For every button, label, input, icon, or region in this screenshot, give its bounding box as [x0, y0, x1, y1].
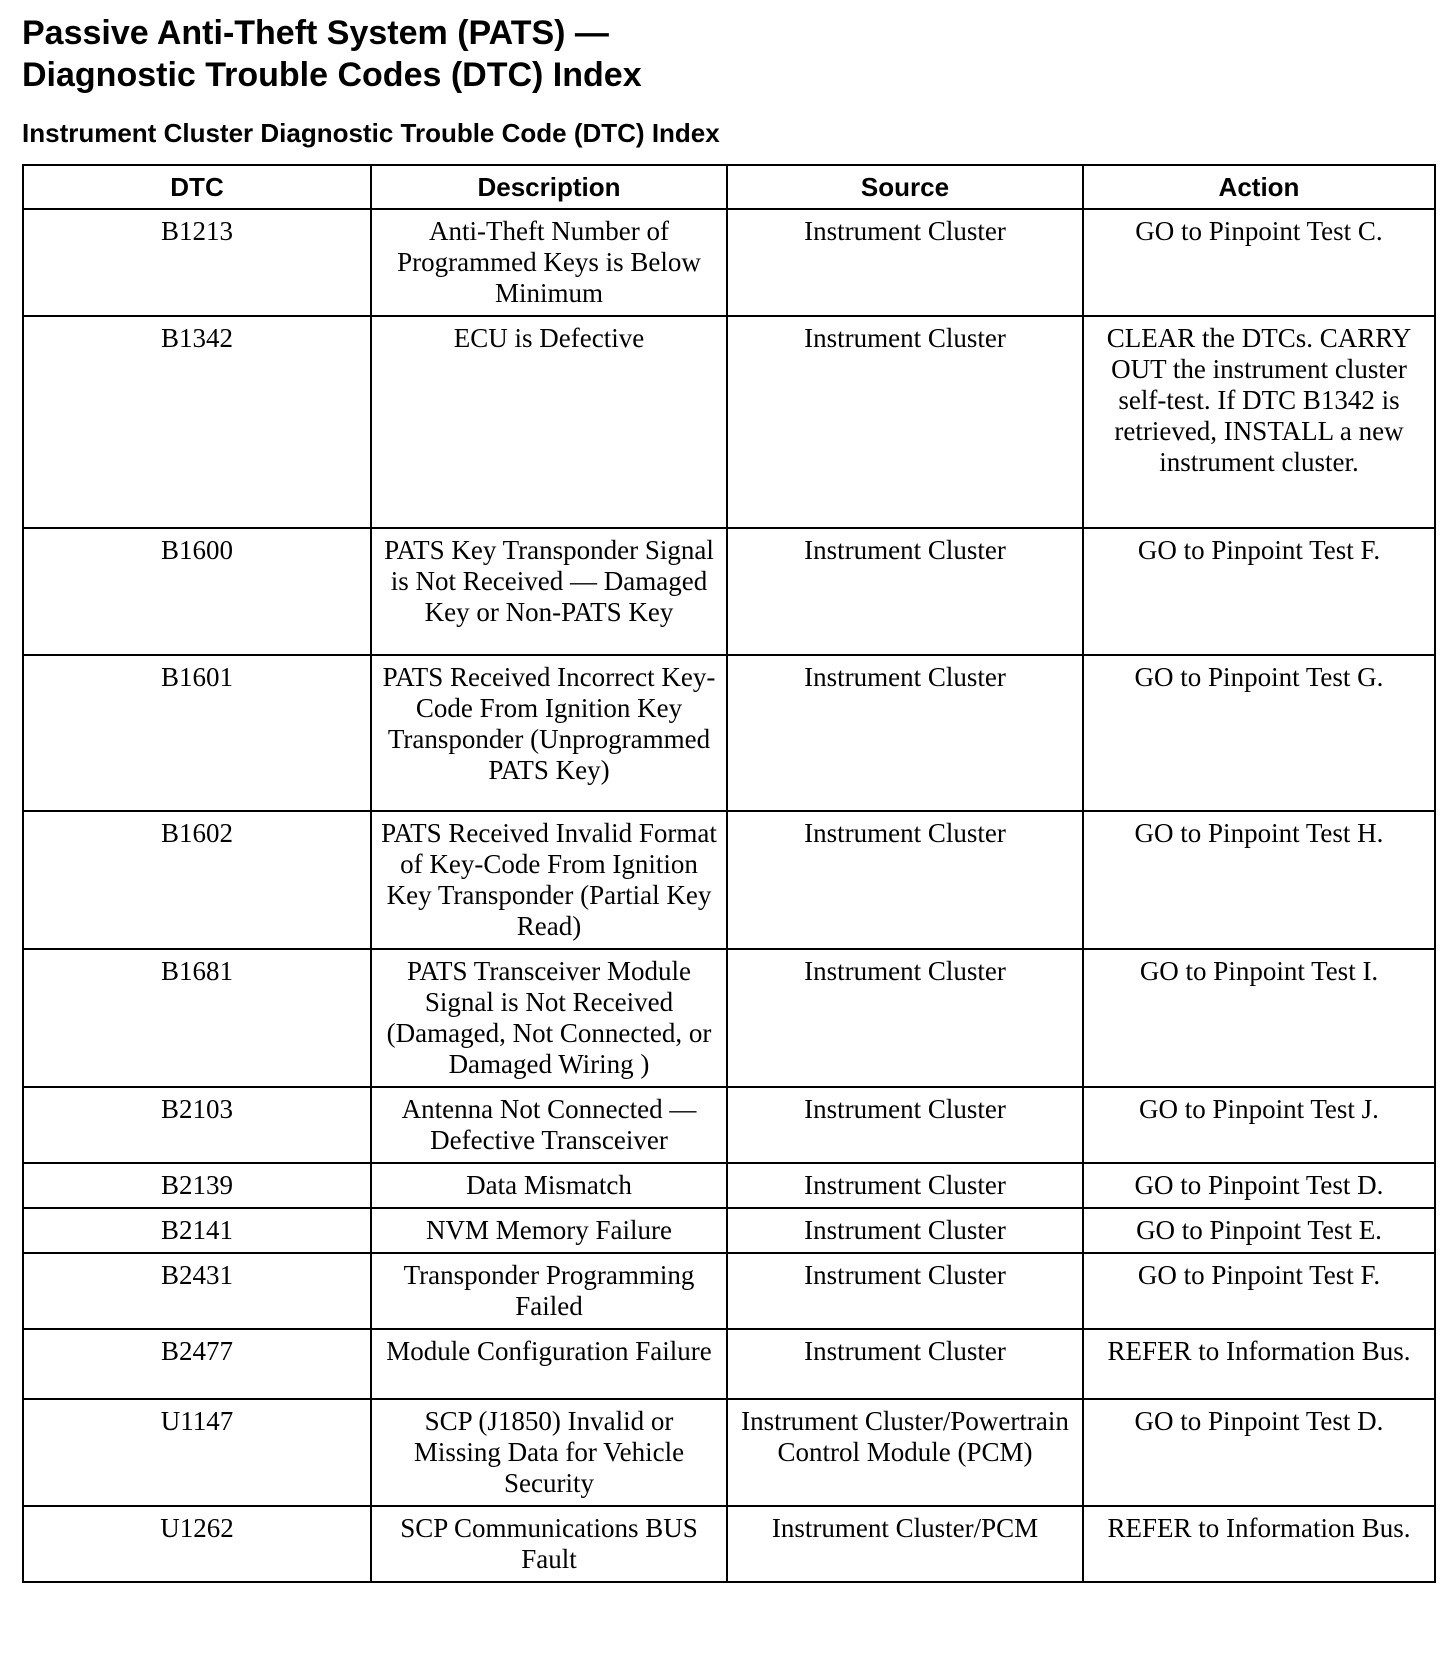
description-cell: PATS Received Incorrect Key-Code From Ignition Key Transponder (Unprogrammed PATS Key)	[371, 655, 727, 811]
action-cell: GO to Pinpoint Test H.	[1083, 811, 1435, 949]
source-cell: Instrument Cluster/Powertrain Control Module (PCM)	[727, 1399, 1083, 1506]
action-cell: GO to Pinpoint Test E.	[1083, 1208, 1435, 1253]
action-cell: REFER to Information Bus.	[1083, 1329, 1435, 1399]
table-row	[23, 1208, 1435, 1253]
action-cell: GO to Pinpoint Test D.	[1083, 1163, 1435, 1208]
dtc-code-cell: B1602	[23, 811, 371, 949]
action-cell: GO to Pinpoint Test I.	[1083, 949, 1435, 1087]
source-cell: Instrument Cluster	[727, 1253, 1083, 1329]
source-cell: Instrument Cluster	[727, 528, 1083, 655]
dtc-code-cell: B2139	[23, 1163, 371, 1208]
description-cell: Anti-Theft Number of Programmed Keys is Below Minimum	[371, 209, 727, 316]
action-cell: GO to Pinpoint Test F.	[1083, 528, 1435, 655]
table-row	[23, 949, 1435, 1087]
column-header-description: Description	[371, 165, 727, 209]
table-row	[23, 209, 1435, 316]
dtc-code-cell: B2431	[23, 1253, 371, 1329]
dtc-index-table	[22, 164, 1436, 1583]
page-title: Passive Anti-Theft System (PATS) — Diagnostic Trouble Codes (DTC) Index	[22, 14, 642, 94]
source-cell: Instrument Cluster	[727, 1208, 1083, 1253]
table-row	[23, 528, 1435, 655]
document-page	[22, 12, 1434, 1583]
source-cell: Instrument Cluster	[727, 1087, 1083, 1163]
description-cell: SCP (J1850) Invalid or Missing Data for Vehicle Security	[371, 1399, 727, 1506]
table-row	[23, 1163, 1435, 1208]
dtc-code-cell: B2103	[23, 1087, 371, 1163]
dtc-code-cell: B1213	[23, 209, 371, 316]
description-cell: Antenna Not Connected — Defective Transceiver	[371, 1087, 727, 1163]
action-cell: GO to Pinpoint Test F.	[1083, 1253, 1435, 1329]
dtc-code-cell: B2141	[23, 1208, 371, 1253]
column-header-source: Source	[727, 165, 1083, 209]
source-cell: Instrument Cluster	[727, 1329, 1083, 1399]
description-cell: PATS Received Invalid Format of Key-Code From Ignition Key Transponder (Partial Key Read)	[371, 811, 727, 949]
table-row	[23, 1253, 1435, 1329]
action-cell: CLEAR the DTCs. CARRY OUT the instrument cluster self-test. If DTC B1342 is retrieved, INSTALL a new instrument cluster.	[1083, 316, 1435, 528]
dtc-code-cell: B1342	[23, 316, 371, 528]
description-cell: PATS Key Transponder Signal is Not Received — Damaged Key or Non-PATS Key	[371, 528, 727, 655]
action-cell: GO to Pinpoint Test J.	[1083, 1087, 1435, 1163]
dtc-code-cell: U1147	[23, 1399, 371, 1506]
dtc-code-cell: B1601	[23, 655, 371, 811]
description-cell: NVM Memory Failure	[371, 1208, 727, 1253]
table-row	[23, 1329, 1435, 1399]
table-row	[23, 811, 1435, 949]
source-cell: Instrument Cluster	[727, 655, 1083, 811]
table-row	[23, 1506, 1435, 1582]
dtc-code-cell: U1262	[23, 1506, 371, 1582]
dtc-code-cell: B2477	[23, 1329, 371, 1399]
description-cell: Transponder Programming Failed	[371, 1253, 727, 1329]
table-row	[23, 1087, 1435, 1163]
table-title: Instrument Cluster Diagnostic Trouble Code (DTC) Index	[22, 118, 720, 148]
action-cell: GO to Pinpoint Test G.	[1083, 655, 1435, 811]
table-header-row	[23, 165, 1435, 209]
description-cell: Data Mismatch	[371, 1163, 727, 1208]
source-cell: Instrument Cluster	[727, 209, 1083, 316]
table-row	[23, 316, 1435, 528]
source-cell: Instrument Cluster	[727, 949, 1083, 1087]
description-cell: SCP Communications BUS Fault	[371, 1506, 727, 1582]
description-cell: ECU is Defective	[371, 316, 727, 528]
source-cell: Instrument Cluster	[727, 811, 1083, 949]
dtc-code-cell: B1681	[23, 949, 371, 1087]
table-row	[23, 655, 1435, 811]
source-cell: Instrument Cluster/PCM	[727, 1506, 1083, 1582]
table-body	[23, 209, 1435, 1582]
action-cell: REFER to Information Bus.	[1083, 1506, 1435, 1582]
description-cell: PATS Transceiver Module Signal is Not Received (Damaged, Not Connected, or Damaged Wiring )	[371, 949, 727, 1087]
source-cell: Instrument Cluster	[727, 1163, 1083, 1208]
table-row	[23, 1399, 1435, 1506]
column-header-dtc: DTC	[23, 165, 371, 209]
column-header-action: Action	[1083, 165, 1435, 209]
action-cell: GO to Pinpoint Test D.	[1083, 1399, 1435, 1506]
source-cell: Instrument Cluster	[727, 316, 1083, 528]
description-cell: Module Configuration Failure	[371, 1329, 727, 1399]
dtc-code-cell: B1600	[23, 528, 371, 655]
action-cell: GO to Pinpoint Test C.	[1083, 209, 1435, 316]
